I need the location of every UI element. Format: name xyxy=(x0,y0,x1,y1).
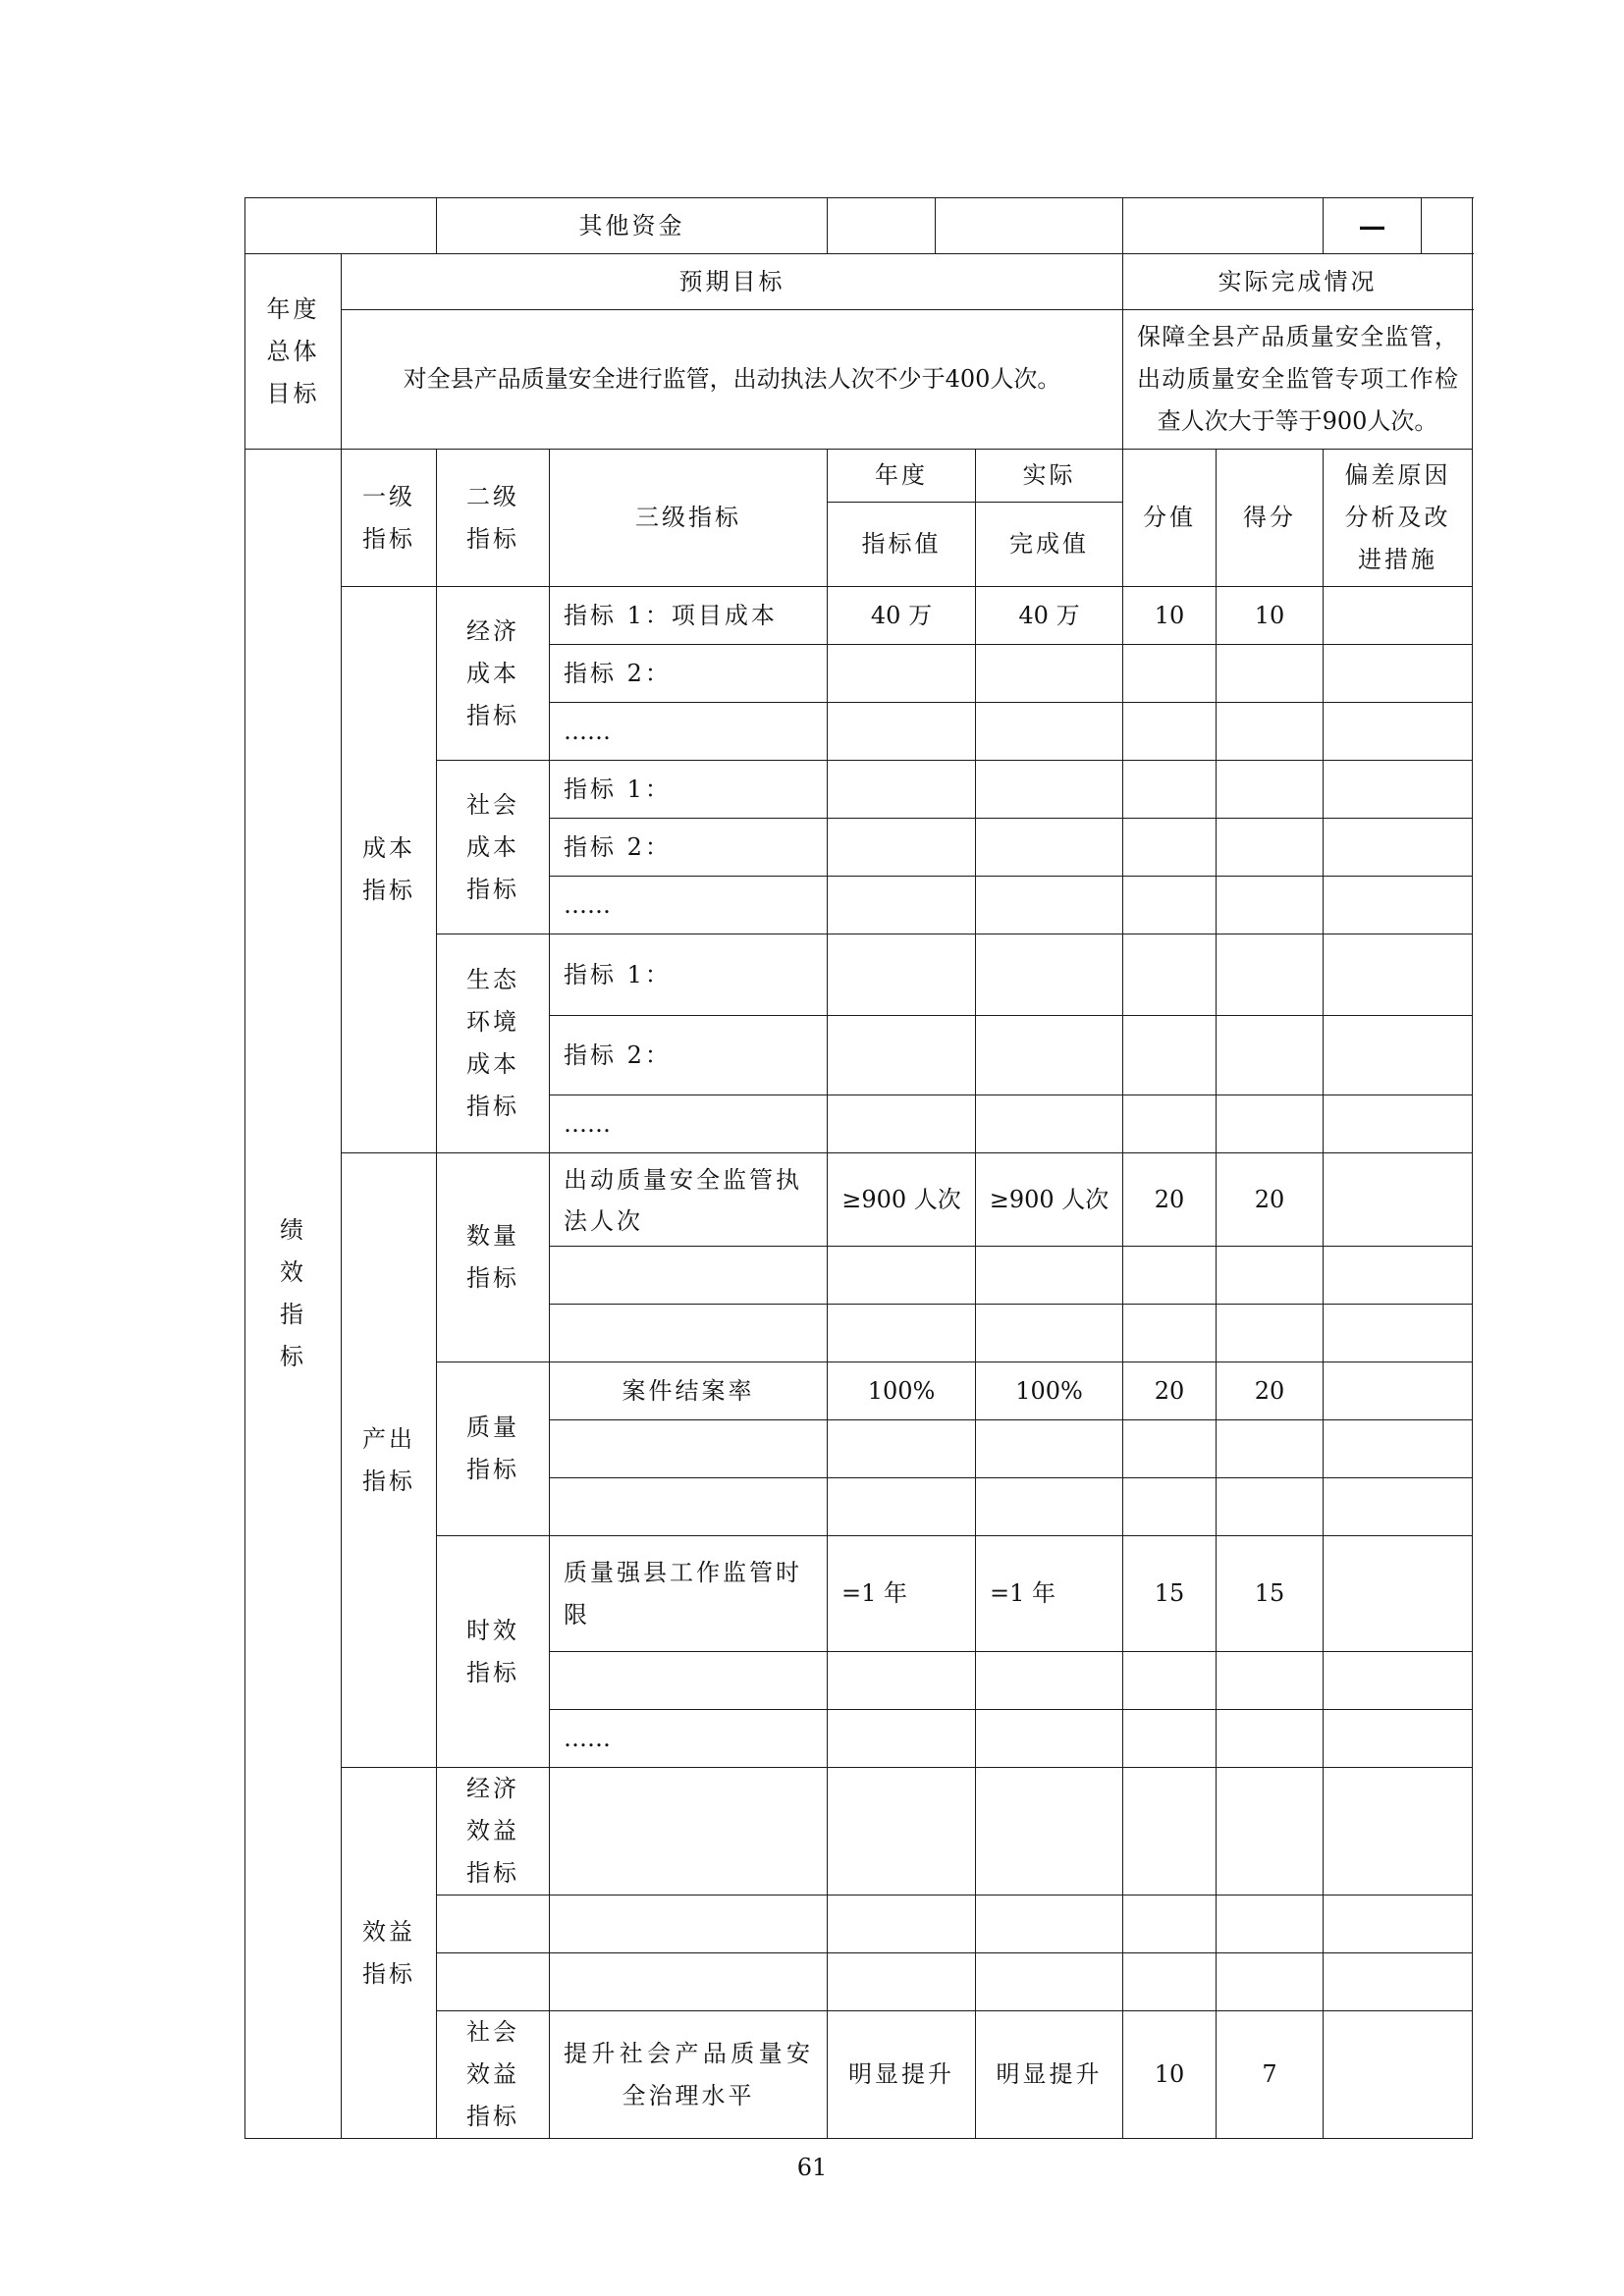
empty-cell xyxy=(1324,587,1473,645)
empty-cell xyxy=(1217,1016,1324,1095)
empty-cell xyxy=(1123,1710,1217,1768)
indicator-name: 指标 2： xyxy=(550,819,828,877)
empty-cell xyxy=(1217,877,1324,934)
empty-cell xyxy=(1123,1478,1217,1536)
score: 20 xyxy=(1217,1362,1324,1420)
empty-cell xyxy=(976,1710,1123,1768)
empty-cell xyxy=(976,1652,1123,1710)
empty-cell xyxy=(976,934,1123,1016)
empty-cell xyxy=(1123,1016,1217,1095)
score: 7 xyxy=(1217,2011,1324,2139)
empty-cell xyxy=(828,1478,976,1536)
empty-cell xyxy=(1324,1478,1473,1536)
empty-cell xyxy=(1217,1652,1324,1710)
empty-cell xyxy=(1217,1095,1324,1153)
economic-benefit-label: 经济效益指标 xyxy=(437,1768,550,1896)
cost-indicator-label: 成本指标 xyxy=(342,587,437,1153)
empty-cell xyxy=(1123,645,1217,703)
empty-cell xyxy=(1324,1305,1473,1362)
annual-value: =1 年 xyxy=(828,1536,976,1652)
empty-cell xyxy=(1123,1768,1217,1896)
expected-goal-header: 预期目标 xyxy=(342,254,1123,310)
empty-cell xyxy=(976,1016,1123,1095)
expected-goal-text: 对全县产品质量安全进行监管，出动执法人次不少于400人次。 xyxy=(342,310,1123,450)
indicator-name: 质量强县工作监管时限 xyxy=(550,1536,828,1652)
empty-cell xyxy=(828,645,976,703)
empty-cell xyxy=(1324,645,1473,703)
empty-cell xyxy=(1217,1710,1324,1768)
score-value-header: 分值 xyxy=(1123,450,1217,587)
empty-cell xyxy=(1324,1016,1473,1095)
empty-cell xyxy=(1324,877,1473,934)
eco-cost-label: 生态环境成本指标 xyxy=(437,934,550,1153)
indicator-name: 指标 2： xyxy=(550,1016,828,1095)
empty-cell xyxy=(828,1247,976,1305)
empty-cell xyxy=(1217,1896,1324,1953)
empty-cell xyxy=(1123,1305,1217,1362)
empty-cell xyxy=(1217,703,1324,761)
empty-cell xyxy=(828,934,976,1016)
empty-cell xyxy=(828,198,936,254)
score: 15 xyxy=(1217,1536,1324,1652)
empty-cell xyxy=(1324,2011,1473,2139)
quantity-indicator-label: 数量指标 xyxy=(437,1153,550,1362)
empty-cell xyxy=(1217,645,1324,703)
empty-cell xyxy=(1324,1247,1473,1305)
actual-value: 100% xyxy=(976,1362,1123,1420)
quality-indicator-label: 质量指标 xyxy=(437,1362,550,1536)
actual-value: 40 万 xyxy=(976,587,1123,645)
ellipsis: …… xyxy=(550,703,828,761)
empty-cell xyxy=(1324,1896,1473,1953)
deviation-header: 偏差原因分析及改进措施 xyxy=(1324,450,1473,587)
empty-cell xyxy=(1324,1153,1473,1247)
empty-cell xyxy=(976,1478,1123,1536)
empty-cell xyxy=(976,703,1123,761)
timeliness-indicator-label: 时效指标 xyxy=(437,1536,550,1768)
empty-cell xyxy=(976,877,1123,934)
empty-cell xyxy=(1324,1953,1473,2011)
empty-cell xyxy=(1123,703,1217,761)
empty-cell xyxy=(1217,1305,1324,1362)
dash-cell: — xyxy=(1324,198,1422,254)
empty-cell xyxy=(936,198,1123,254)
empty-cell xyxy=(976,761,1123,819)
empty-cell xyxy=(976,645,1123,703)
empty-cell xyxy=(1324,761,1473,819)
empty-cell xyxy=(1123,877,1217,934)
empty-cell xyxy=(1217,819,1324,877)
actual-value: =1 年 xyxy=(976,1536,1123,1652)
score-value: 10 xyxy=(1123,587,1217,645)
empty-cell xyxy=(1217,1478,1324,1536)
actual-completion-header: 实际完成情况 xyxy=(1123,254,1473,310)
empty-cell xyxy=(437,1953,550,2011)
empty-cell xyxy=(976,1768,1123,1896)
empty-cell xyxy=(1324,1362,1473,1420)
empty-cell xyxy=(1123,1652,1217,1710)
annual-header: 年度 xyxy=(828,450,976,503)
empty-cell xyxy=(976,1953,1123,2011)
annual-value-header: 指标值 xyxy=(828,503,976,587)
score-value: 15 xyxy=(1123,1536,1217,1652)
performance-table xyxy=(244,197,1473,2139)
actual-completion-text: 保障全县产品质量安全监管，出动质量安全监管专项工作检查人次大于等于900人次。 xyxy=(1123,310,1473,450)
empty-cell xyxy=(1324,1095,1473,1153)
empty-cell xyxy=(1123,198,1324,254)
empty-cell xyxy=(976,819,1123,877)
empty-cell xyxy=(828,1420,976,1478)
indicator-name: 指标 1： xyxy=(550,934,828,1016)
actual-value-header: 完成值 xyxy=(976,503,1123,587)
empty-cell xyxy=(828,1016,976,1095)
empty-cell xyxy=(976,1896,1123,1953)
empty-cell xyxy=(550,1420,828,1478)
empty-cell xyxy=(1123,1896,1217,1953)
empty-cell xyxy=(550,1768,828,1896)
indicator-name: 出动质量安全监管执法人次 xyxy=(550,1153,828,1247)
level1-header: 一级指标 xyxy=(342,450,437,587)
empty-cell xyxy=(550,1953,828,2011)
actual-value: ≥900 人次 xyxy=(976,1153,1123,1247)
empty-cell xyxy=(1123,1247,1217,1305)
empty-cell xyxy=(1324,934,1473,1016)
score-value: 10 xyxy=(1123,2011,1217,2139)
score: 20 xyxy=(1217,1153,1324,1247)
empty-cell xyxy=(828,1652,976,1710)
actual-header: 实际 xyxy=(976,450,1123,503)
empty-cell xyxy=(550,1247,828,1305)
economic-cost-label: 经济成本指标 xyxy=(437,587,550,761)
empty-cell xyxy=(550,1478,828,1536)
score-header: 得分 xyxy=(1217,450,1324,587)
annual-value: 明显提升 xyxy=(828,2011,976,2139)
empty-cell xyxy=(550,1652,828,1710)
empty-cell xyxy=(828,1305,976,1362)
annual-value: ≥900 人次 xyxy=(828,1153,976,1247)
empty-cell xyxy=(828,1768,976,1896)
empty-cell xyxy=(828,1896,976,1953)
indicator-name: 指标 1： xyxy=(550,761,828,819)
empty-cell xyxy=(550,1896,828,1953)
empty-cell xyxy=(1123,1095,1217,1153)
empty-cell xyxy=(1217,761,1324,819)
empty-cell xyxy=(245,198,437,254)
level2-header: 二级指标 xyxy=(437,450,550,587)
indicator-name: 提升社会产品质量安全治理水平 xyxy=(550,2011,828,2139)
benefit-indicator-label: 效益指标 xyxy=(342,1768,437,2139)
empty-cell xyxy=(1324,819,1473,877)
empty-cell xyxy=(828,877,976,934)
empty-cell xyxy=(976,1247,1123,1305)
empty-cell xyxy=(1217,1247,1324,1305)
empty-cell xyxy=(1422,198,1473,254)
empty-cell xyxy=(1123,819,1217,877)
indicator-name: 指标 1：项目成本 xyxy=(550,587,828,645)
empty-cell xyxy=(1324,1420,1473,1478)
score-value: 20 xyxy=(1123,1153,1217,1247)
ellipsis: …… xyxy=(550,877,828,934)
annual-value: 100% xyxy=(828,1362,976,1420)
empty-cell xyxy=(976,1095,1123,1153)
social-cost-label: 社会成本指标 xyxy=(437,761,550,934)
empty-cell xyxy=(1217,1953,1324,2011)
other-funds-label: 其他资金 xyxy=(437,198,828,254)
empty-cell xyxy=(1324,1710,1473,1768)
empty-cell xyxy=(1123,1420,1217,1478)
annual-value: 40 万 xyxy=(828,587,976,645)
empty-cell xyxy=(828,703,976,761)
score: 10 xyxy=(1217,587,1324,645)
page-number: 61 xyxy=(796,2154,828,2181)
annual-goal-label: 年度总体目标 xyxy=(245,254,342,450)
score-value: 20 xyxy=(1123,1362,1217,1420)
empty-cell xyxy=(828,761,976,819)
empty-cell xyxy=(1217,1768,1324,1896)
empty-cell xyxy=(1324,1536,1473,1652)
empty-cell xyxy=(828,1095,976,1153)
empty-cell xyxy=(1123,934,1217,1016)
empty-cell xyxy=(437,1896,550,1953)
empty-cell xyxy=(1324,1652,1473,1710)
output-indicator-label: 产出指标 xyxy=(342,1153,437,1768)
empty-cell xyxy=(1217,1420,1324,1478)
ellipsis: …… xyxy=(550,1710,828,1768)
empty-cell xyxy=(1123,761,1217,819)
actual-value: 明显提升 xyxy=(976,2011,1123,2139)
empty-cell xyxy=(828,1710,976,1768)
social-benefit-label: 社会效益指标 xyxy=(437,2011,550,2139)
empty-cell xyxy=(550,1305,828,1362)
level3-header: 三级指标 xyxy=(550,450,828,587)
empty-cell xyxy=(1324,1768,1473,1896)
empty-cell xyxy=(1217,934,1324,1016)
empty-cell xyxy=(1123,1953,1217,2011)
empty-cell xyxy=(828,1953,976,2011)
indicator-name: 案件结案率 xyxy=(550,1362,828,1420)
empty-cell xyxy=(976,1305,1123,1362)
performance-indicator-label: 绩效指标 xyxy=(245,450,342,2139)
empty-cell xyxy=(976,1420,1123,1478)
empty-cell xyxy=(828,819,976,877)
ellipsis: …… xyxy=(550,1095,828,1153)
indicator-name: 指标 2： xyxy=(550,645,828,703)
empty-cell xyxy=(1324,703,1473,761)
